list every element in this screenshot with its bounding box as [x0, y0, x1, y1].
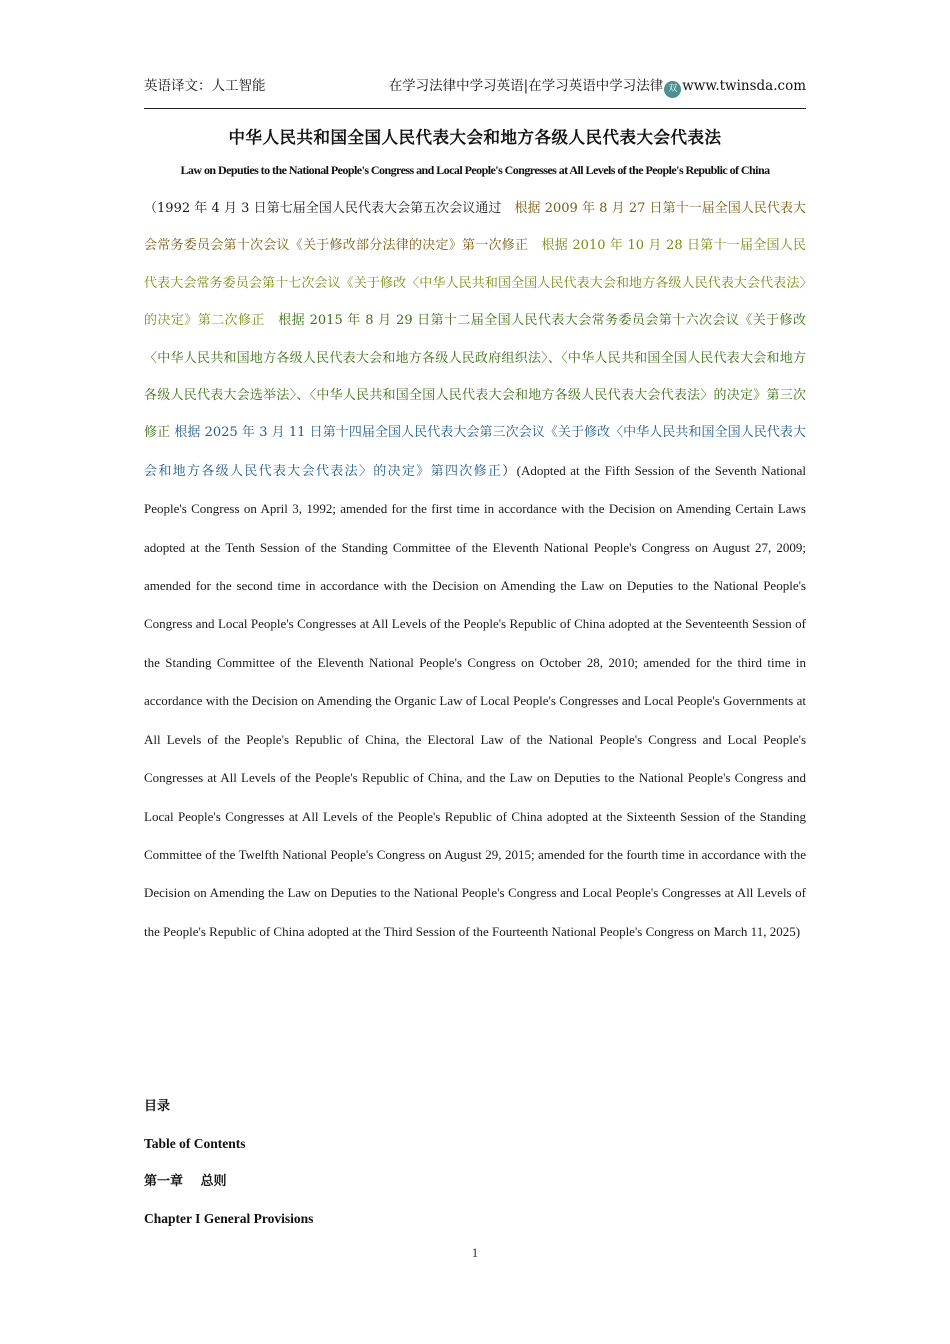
amendment-segment-1: 根据 2009 年 8 月 27 日第十一届全国人民代表大会常务委员会第十次会议《关于修改部分法律的决定》第一次修正	[144, 201, 806, 254]
header-slogan-text: 在学习法律中学习英语|在学习英语中学习法律	[388, 78, 664, 94]
toc-chapter1-en[interactable]: Chapter I General Provisions	[144, 1211, 314, 1227]
header-slogan	[389, 74, 806, 98]
amendment-segment-2: 根据 2010 年 10 月 28 日第十一届全国人民代表大会常务委员会第十七次会议《关于修改〈中华人民共和国全国人民代表大会和地方各级人民代表大会代表法〉的决定》第二次修正	[144, 238, 806, 329]
amendment-segment-3: 根据 2015 年 8 月 29 日第十二届全国人民代表大会常务委员会第十六次会议《关于修改〈中华人民共和国地方各级人民代表大会和地方各级人民政府组织法〉、〈中华人民共和国全国人民代表大会和地方各级人民代表大会选举法〉、〈中华人民共和国全国人民代表大会和地方各级人民代表大会代表法〉的决定》第三次修正	[144, 313, 806, 441]
amendment-history	[144, 190, 806, 951]
amendment-history-en: (Adopted at the Fifth Session of the Seventh National People's Congress on April 3, 1992; amended for the first time in accordance with the Decision on Amending Certain Laws adopted at the Tenth Session of the Standing Committee of the Eleventh National People's Congress on August 27, 2009; amended for the second time in accordance with the Decision on Amending the Law on Deputies to the National People's Congress and Local People's Congresses at All Levels of the People's Republic of China adopted at the Seventeenth Session of the Standing Committee of the Eleventh National People's Congress on October 28, 2010; amended for the third time in accordance with the Decision on Amending the Organic Law of Local People's Congresses and Local People's Governments at All Levels of the People's Republic of China, the Electoral Law of the National People's Congress and Local People's Congresses at All Levels of the People's Republic of China, and the Law on Deputies to the National People's Congress and Local People's Congresses at All Levels of the People's Republic of China adopted at the Sixteenth Session of the Standing Committee of the Twelfth National People's Congress on August 29, 2015; amended for the fourth time in accordance with the Decision on Amending the Law on Deputies to the National People's Congress and Local People's Congresses at All Levels of the People's Republic of China adopted at the Third Session of the Fourteenth National People's Congress on March 11, 2025)	[144, 462, 806, 939]
amendment-segment-5: ）	[502, 463, 517, 479]
amendment-segment-0: （1992 年 4 月 3 日第七届全国人民代表大会第五次会议通过	[144, 201, 515, 216]
page-number: 1	[471, 1245, 479, 1260]
amendment-history-zh	[144, 201, 806, 479]
header-website[interactable]: www.twinsda.com	[682, 78, 806, 94]
document-title-zh: 中华人民共和国全国人民代表大会和地方各级人民代表大会代表法	[228, 128, 722, 147]
header-category: 英语译文：人工智能	[144, 78, 266, 94]
page-header	[144, 72, 806, 96]
twinsda-logo-icon: 双	[664, 81, 681, 98]
document-title-en: Law on Deputies to the National People's Congress and Local People's Congresses at All Levels of the People's Republic of China	[180, 163, 770, 177]
toc-heading-en: Table of Contents	[144, 1136, 246, 1152]
header-divider	[144, 108, 806, 109]
toc-chapter1-zh[interactable]: 第一章 总则	[144, 1173, 227, 1189]
amendment-segment-4: 根据 2025 年 3 月 11 日第十四届全国人民代表大会第三次会议《关于修改〈中华人民共和国全国人民代表大会和地方各级人民代表大会代表法〉的决定》第四次修正	[144, 425, 806, 479]
toc-heading-zh: 目录	[144, 1099, 171, 1114]
table-of-contents	[144, 1095, 806, 1245]
